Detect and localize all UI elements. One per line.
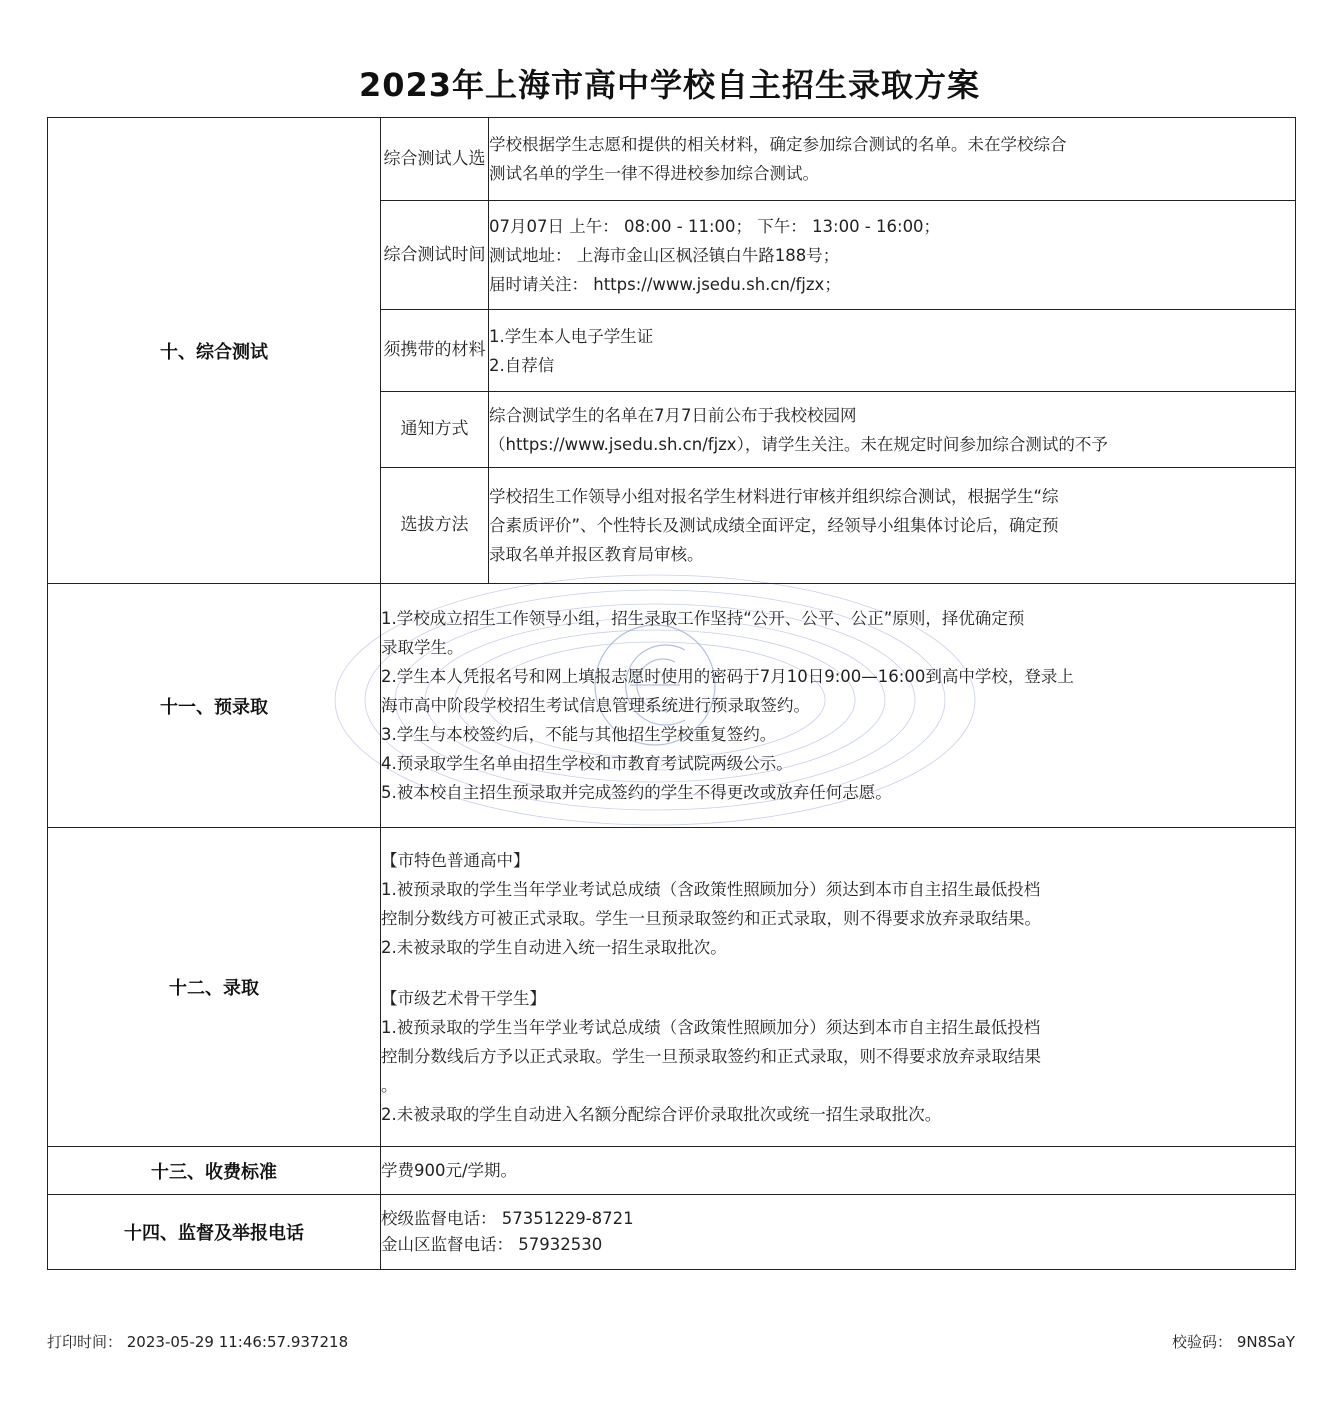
text-line: 录取学生。: [381, 638, 464, 657]
text-line: 测试名单的学生一律不得进校参加综合测试。: [489, 164, 819, 183]
section-label-pre-admission: 十一、预录取: [48, 584, 381, 828]
section-label-comprehensive-test: 十、综合测试: [48, 118, 381, 584]
content-selection-method: [489, 468, 1296, 584]
paragraph-gap: [381, 962, 1295, 984]
content-admission: [381, 828, 1296, 1147]
text-line: 1.被预录取的学生当年学业考试总成绩（含政策性照顾加分）须达到本市自主招生最低投档: [381, 1017, 1041, 1037]
text-line: 学校根据学生志愿和提供的相关材料，确定参加综合测试的名单。未在学校综合: [489, 135, 1067, 154]
content-test-time: [489, 201, 1296, 310]
text-line: 控制分数线方可被正式录取。学生一旦预录取签约和正式录取，则不得要求放弃录取结果。: [381, 908, 1041, 928]
row-pre-admission: [48, 584, 1296, 828]
text-line: 金山区监督电话： 57932530: [381, 1235, 603, 1254]
content-supervision: [381, 1195, 1296, 1270]
row-admission: [48, 828, 1296, 1147]
page-title: 2023年上海市高中学校自主招生录取方案: [358, 66, 981, 104]
text-line: 5.被本校自主招生预录取并完成签约的学生不得更改或放弃任何志愿。: [381, 783, 892, 802]
text-line: （https://www.jsedu.sh.cn/fjzx），请学生关注。未在规定时间参加综合测试的不予: [489, 434, 1108, 454]
verification-code: 校验码： 9N8SaY: [1172, 1333, 1295, 1351]
content-notification: [489, 392, 1296, 468]
content-materials: [489, 310, 1296, 392]
text-line: 控制分数线后方予以正式录取。学生一旦预录取签约和正式录取，则不得要求放弃录取结果: [381, 1046, 1041, 1066]
section-label-supervision: 十四、监督及举报电话: [48, 1195, 381, 1270]
text-line: 4.预录取学生名单由招生学校和市教育考试院两级公示。: [381, 754, 793, 773]
sub-label-test-time: 综合测试时间: [381, 201, 489, 310]
text-line: 【市级艺术骨干学生】: [381, 988, 546, 1008]
row-supervision: [48, 1195, 1296, 1270]
text-line: 校级监督电话： 57351229-8721: [381, 1209, 634, 1228]
sub-label-selection-method: 选拔方法: [381, 468, 489, 584]
sub-label-notification: 通知方式: [381, 392, 489, 468]
sub-label-test-candidates: 综合测试人选: [381, 118, 489, 201]
text-line: 07月07日 上午： 08:00 - 11:00； 下午： 13:00 - 16:00；: [489, 216, 941, 236]
section-label-admission: 十二、录取: [48, 828, 381, 1147]
text-line: 。: [381, 1075, 398, 1095]
text-line: 届时请关注： https://www.jsedu.sh.cn/fjzx；: [489, 274, 841, 294]
sub-label-materials: 须携带的材料: [381, 310, 489, 392]
text-line: 1.学生本人电子学生证: [489, 326, 654, 346]
text-line: 1.学校成立招生工作领导小组，招生录取工作坚持“公开、公平、公正”原则，择优确定预: [381, 609, 1025, 628]
text-line: 录取名单并报区教育局审核。: [489, 545, 704, 564]
text-line: 2.自荐信: [489, 355, 555, 375]
row-test-candidates: [48, 118, 1296, 201]
text-line: 2.未被录取的学生自动进入名额分配综合评价录取批次或统一招生录取批次。: [381, 1104, 942, 1124]
text-line: 测试地址： 上海市金山区枫泾镇白牛路188号；: [489, 245, 840, 265]
row-fees: [48, 1147, 1296, 1195]
text-line: 2.学生本人凭报名号和网上填报志愿时使用的密码于7月10日9:00—16:00到高中学校，登录上: [381, 667, 1074, 686]
text-line: 综合测试学生的名单在7月7日前公布于我校校园网: [489, 405, 857, 425]
content-fees: [381, 1147, 1296, 1195]
text-line: 【市特色普通高中】: [381, 850, 530, 870]
section-label-fees: 十三、收费标准: [48, 1147, 381, 1195]
content-pre-admission: [381, 584, 1296, 828]
text-line: 2.未被录取的学生自动进入统一招生录取批次。: [381, 937, 727, 957]
print-time: 打印时间： 2023-05-29 11:46:57.937218: [47, 1333, 349, 1351]
text-line: 3.学生与本校签约后，不能与其他招生学校重复签约。: [381, 725, 777, 744]
text-line: 学校招生工作领导小组对报名学生材料进行审核并组织综合测试，根据学生“综: [489, 487, 1059, 506]
text-line: 合素质评价”、个性特长及测试成绩全面评定，经领导小组集体讨论后，确定预: [489, 516, 1059, 535]
admission-table: [47, 117, 1296, 1270]
text-line: 海市高中阶段学校招生考试信息管理系统进行预录取签约。: [381, 696, 810, 715]
text-line: 1.被预录取的学生当年学业考试总成绩（含政策性照顾加分）须达到本市自主招生最低投档: [381, 879, 1041, 899]
text-line: 学费900元/学期。: [381, 1161, 518, 1180]
content-test-candidates: [489, 118, 1296, 201]
